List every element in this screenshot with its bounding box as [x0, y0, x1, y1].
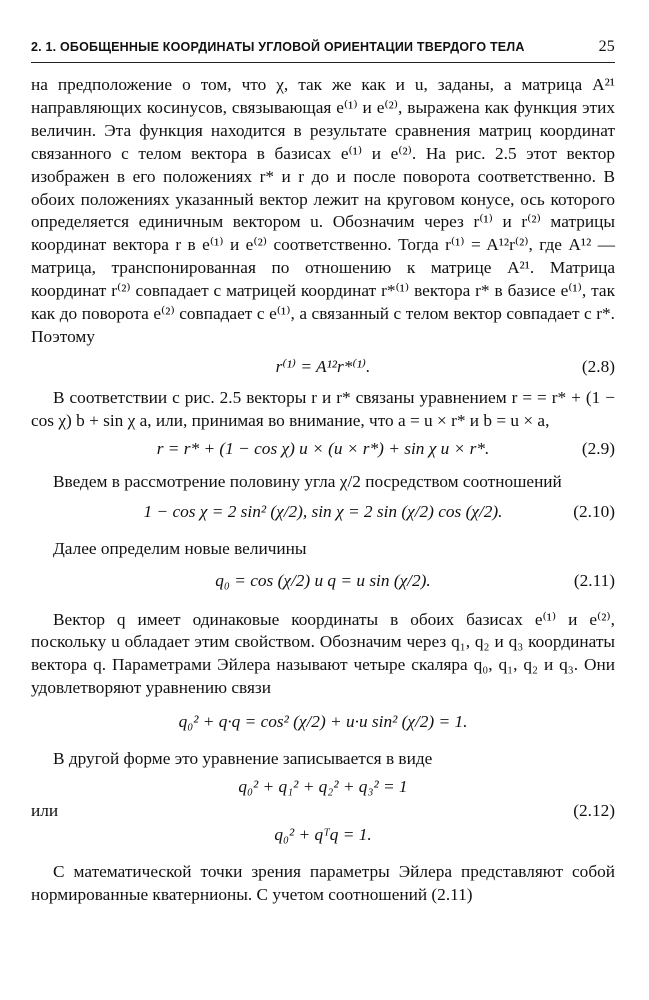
equation-constraint: [31, 712, 615, 732]
equation-2-10-formula: 1 − cos χ = 2 sin² (χ/2), sin χ = 2 sin (χ/2) cos (χ/2).: [143, 501, 503, 521]
equation-2-8-formula: r⁽¹⁾ = A¹²r*⁽¹⁾.: [275, 356, 371, 376]
equation-2-12-b: [31, 825, 615, 845]
equation-constraint-formula: q₀² + q·q = cos² (χ/2) + u·u sin² (χ/2) = 1.: [178, 712, 468, 732]
paragraph-4: Далее определим новые величины: [53, 538, 307, 558]
paragraph-2: В соответствии с рис. 2.5 векторы r и r* связаны уравнением r = = r* + (1 − cos χ) b + sin χ a, или, принимая во внимание, что a = u × r* и b = u × a,: [31, 387, 615, 430]
equation-2-11: [31, 571, 615, 591]
equation-2-12-a: [31, 777, 615, 797]
page-body: [31, 74, 615, 907]
equation-2-11-formula: q₀ = cos (χ/2) и q = u sin (χ/2).: [215, 570, 431, 590]
equation-2-9: [31, 439, 615, 459]
equation-2-9-number: (2.9): [581, 438, 615, 458]
running-title: 2. 1. ОБОБЩЕННЫЕ КООРДИНАТЫ УГЛОВОЙ ОРИЕНТАЦИИ ТВЕРДОГО ТЕЛА: [31, 40, 525, 54]
paragraph-6: В другой форме это уравнение записывается в виде: [53, 749, 433, 769]
running-header: [31, 38, 615, 56]
equation-2-9-formula: r = r* + (1 − cos χ) u × (u × r*) + sin χ u × r*.: [156, 438, 490, 458]
equation-2-12-or: или: [31, 801, 59, 821]
equation-2-12-mid: [31, 801, 615, 821]
paragraph-1: на предположение о том, что χ, так же как и u, заданы, а матрица A²¹ направляющих косинусов, связывающая e⁽¹⁾ и e⁽²⁾, выражена как функция этих величин. Эта функция находится в результате сравнения матриц координат связанного с телом вектора в базисах e⁽¹⁾ и e⁽²⁾. На рис. 2.5 этот вектор изображен в его положениях r* и r до и после поворота соответственно. В обоих положениях указанный вектор лежит на круговом конусе, ось которого определяется единичным вектором u. Обозначим через r⁽¹⁾ и r⁽²⁾ матрицы координат вектора r в e⁽¹⁾ и e⁽²⁾ соответственно. Тогда r⁽¹⁾ = A¹²r⁽²⁾, где A¹² — матрица, транспонированная по отношению к матрице A²¹. Матрица координат r⁽²⁾ совпадает с матрицей координат r*⁽¹⁾ вектора r* в базисе e⁽¹⁾, так как до поворота e⁽²⁾ совпадает с e⁽¹⁾, а связанный с телом вектор совпадает с r*. Поэтому: [31, 75, 615, 346]
equation-2-11-number: (2.11): [573, 570, 615, 590]
equation-2-8-number: (2.8): [581, 356, 615, 376]
equation-2-12-a-formula: q₀² + q₁² + q₂² + q₃² = 1: [238, 777, 408, 797]
paragraph-7: С математической точки зрения параметры Эйлера представляют собой нормированные кватернионы. С учетом соотношений (2.11): [31, 862, 615, 904]
page-number: 25: [598, 38, 615, 55]
equation-2-10-number: (2.10): [573, 501, 615, 521]
paragraph-5: Вектор q имеет одинаковые координаты в обоих базисах e⁽¹⁾ и e⁽²⁾, поскольку u обладает этим свойством. Обозначим через q₁, q₂ и q₃ координаты вектора q. Параметрами Эйлера называют четыре скаляра q₀, q₁, q₂ и q₃. Они удовлетворяют уравнению связи: [31, 609, 615, 698]
equation-2-12-b-formula: q₀² + qᵀq = 1.: [274, 825, 372, 845]
paragraph-3: Введем в рассмотрение половину угла χ/2 посредством соотношений: [53, 471, 562, 491]
equation-2-12-number: (2.12): [573, 801, 615, 821]
equation-2-8: [31, 357, 615, 377]
equation-2-10: [31, 502, 615, 522]
header-rule: [31, 62, 615, 63]
